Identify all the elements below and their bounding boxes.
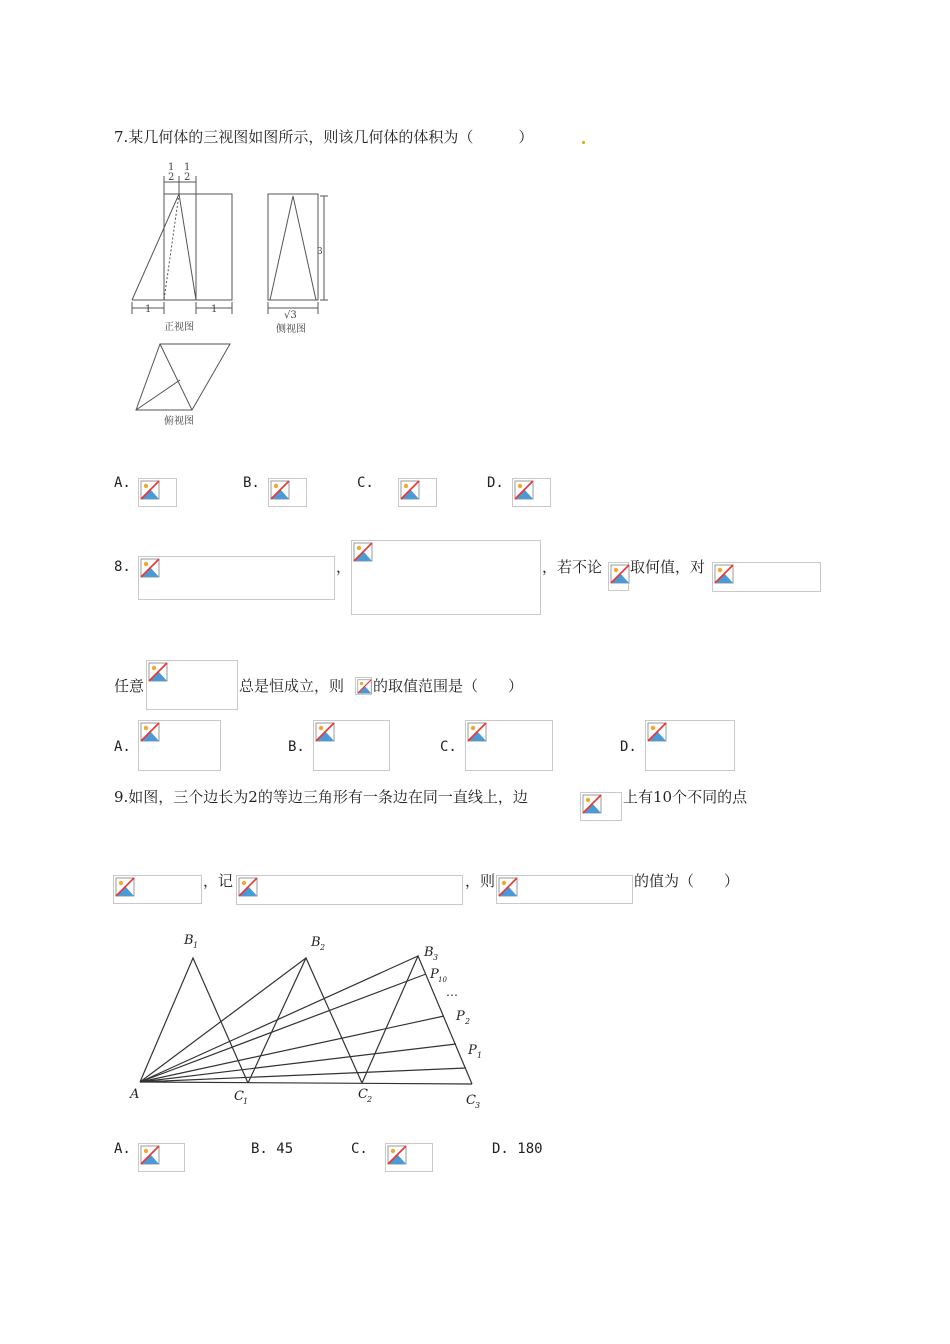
broken-image-icon xyxy=(148,662,168,682)
point-b3-sub: 3 xyxy=(433,953,439,962)
q9-option-d: D. 180 xyxy=(492,1141,543,1157)
point-b2-sub: 2 xyxy=(320,943,326,952)
broken-image-icon xyxy=(400,480,420,500)
q7-option-b-image xyxy=(268,478,307,507)
point-p10-label: P xyxy=(430,967,439,982)
point-b1-label: B xyxy=(184,933,194,948)
q8-option-d-image xyxy=(645,720,735,771)
point-p1-label: P xyxy=(468,1043,477,1058)
q7-option-b-label: B. xyxy=(243,475,260,491)
stray-dot xyxy=(582,141,585,144)
q8-option-d-label: D. xyxy=(620,739,637,755)
point-b3-label: B xyxy=(424,945,434,960)
point-c3-sub: 3 xyxy=(475,1101,481,1110)
broken-image-icon xyxy=(315,722,335,742)
q8-text-any-value: 取何值，对 xyxy=(630,558,706,576)
point-c1-label: C xyxy=(234,1089,244,1104)
side-view-label: 侧视图 xyxy=(276,324,306,335)
broken-image-icon xyxy=(610,564,630,584)
half-denominator-2: 2 xyxy=(184,172,191,183)
q7-three-view-figure xyxy=(112,158,344,436)
broken-image-icon xyxy=(498,877,518,897)
broken-image-icon xyxy=(582,794,602,814)
q9-definition-image xyxy=(236,875,463,905)
q8-function-g-image xyxy=(351,540,541,615)
q7-option-a-image xyxy=(138,478,177,507)
q8-option-c-label: C. xyxy=(440,739,457,755)
q9-points-image xyxy=(113,875,202,904)
q7-option-a-label: A. xyxy=(114,475,131,491)
q8-option-b-label: B. xyxy=(288,739,305,755)
point-c2-label: C xyxy=(358,1087,368,1102)
q9-text-value: 的值为（ ） xyxy=(634,872,740,890)
broken-image-icon xyxy=(140,722,160,742)
q7-option-d-image xyxy=(512,478,551,507)
ellipsis: … xyxy=(446,985,458,999)
q9-text-then: ，则 xyxy=(465,872,496,890)
half-numerator-2: 1 xyxy=(184,162,191,173)
point-a-label: A xyxy=(130,1087,140,1102)
q8-parameter-image xyxy=(355,677,372,695)
q8-text-any: 任意 xyxy=(114,677,145,695)
point-b1-sub: 1 xyxy=(193,941,199,950)
q7-stem: 7.某几何体的三视图如图所示，则该几何体的体积为（ ） xyxy=(114,128,534,146)
q9-sum-image xyxy=(496,875,633,904)
point-p10-sub: 10 xyxy=(438,976,447,984)
q9-stem: 9.如图，三个边长为2的等边三角形有一条边在同一直线上，边 xyxy=(114,788,528,806)
q8-option-c-image xyxy=(465,720,553,771)
q8-text-range: 的取值范围是（ ） xyxy=(373,677,524,695)
q8-domain-image xyxy=(712,562,821,592)
q9-triangles-figure xyxy=(126,926,492,1114)
point-c1-sub: 1 xyxy=(243,1097,249,1106)
q9-text-denote: ，记 xyxy=(203,872,234,890)
front-view-label: 正视图 xyxy=(164,322,194,333)
broken-image-icon xyxy=(140,558,160,578)
q8-text-regardless: ，若不论 xyxy=(542,558,603,576)
dim-width: √3 xyxy=(284,310,297,321)
q9-option-b: B. 45 xyxy=(251,1141,294,1157)
q8-text-always-holds: 总是恒成立，则 xyxy=(239,677,345,695)
broken-image-icon xyxy=(647,722,667,742)
broken-image-icon xyxy=(714,564,734,584)
broken-image-icon xyxy=(514,480,534,500)
point-p1-sub: 1 xyxy=(477,1051,483,1060)
broken-image-icon xyxy=(387,1145,407,1165)
q9-stem-tail: 上有10个不同的点 xyxy=(623,788,748,806)
q9-option-a-image xyxy=(138,1143,185,1172)
dim-height: 3 xyxy=(317,247,323,257)
q8-function-f-image xyxy=(138,556,335,600)
q9-option-c-image xyxy=(385,1143,433,1172)
q8-comma: ， xyxy=(336,558,352,576)
q7-option-c-label: C. xyxy=(357,475,374,491)
half-numerator-1: 1 xyxy=(168,162,175,173)
q8-variable-image xyxy=(608,562,629,591)
q8-number: 8. xyxy=(114,559,131,575)
point-p2-sub: 2 xyxy=(465,1017,471,1026)
top-view-label: 俯视图 xyxy=(164,416,194,427)
q7-option-d-label: D. xyxy=(487,475,504,491)
q9-option-c-label: C. xyxy=(351,1141,368,1157)
q8-option-b-image xyxy=(313,720,390,771)
q9-option-a-label: A. xyxy=(114,1141,131,1157)
broken-image-icon xyxy=(357,679,372,694)
q8-inequality-image xyxy=(146,660,238,710)
dim-left: 1 xyxy=(145,304,152,315)
point-c2-sub: 2 xyxy=(367,1095,373,1104)
q8-option-a-image xyxy=(138,720,221,771)
broken-image-icon xyxy=(140,480,160,500)
half-denominator-1: 2 xyxy=(168,172,175,183)
broken-image-icon xyxy=(115,877,135,897)
broken-image-icon xyxy=(140,1145,160,1165)
broken-image-icon xyxy=(238,877,258,897)
point-p2-label: P xyxy=(456,1009,465,1024)
q7-option-c-image xyxy=(398,478,437,507)
broken-image-icon xyxy=(270,480,290,500)
dim-right: 1 xyxy=(211,304,218,315)
q9-edge-image xyxy=(580,792,622,821)
broken-image-icon xyxy=(467,722,487,742)
point-b2-label: B xyxy=(311,935,321,950)
point-c3-label: C xyxy=(466,1093,476,1108)
q8-option-a-label: A. xyxy=(114,739,131,755)
broken-image-icon xyxy=(353,542,373,562)
